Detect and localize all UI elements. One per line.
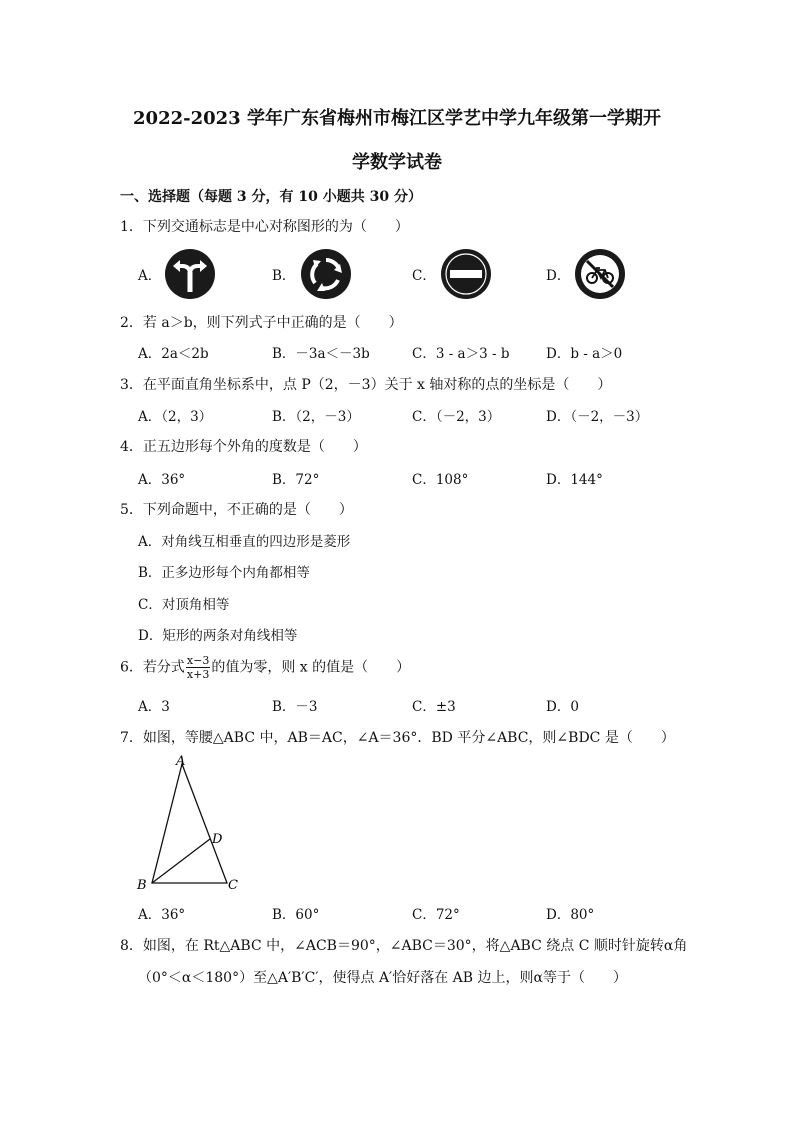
fraction-denominator: x+3 xyxy=(186,668,210,681)
question-6-option-d: D．0 xyxy=(546,699,579,715)
no-entry-sign-icon xyxy=(440,248,492,300)
question-5-option-a: A．对角线互相垂直的四边形是菱形 xyxy=(138,534,351,550)
question-2-option-c: C．3 - a＞3 - b xyxy=(412,346,510,362)
question-3-option-a: A．（2，3） xyxy=(138,409,213,425)
fraction xyxy=(186,654,210,681)
question-6-stem xyxy=(120,654,410,681)
question-7-option-a: A．36° xyxy=(138,907,186,923)
question-7-stem: 7．如图，等腰△ABC 中，AB＝AC，∠A＝36°．BD 平分∠ABC，则∠BDC 是（ ） xyxy=(120,730,675,746)
question-4-option-d: D．144° xyxy=(546,472,603,488)
question-1-option-c: C． xyxy=(412,268,436,284)
question-1-stem: 1．下列交通标志是中心对称图形的为（ ） xyxy=(120,219,409,235)
question-1-option-a: A． xyxy=(138,268,162,284)
question-1-option-b: B． xyxy=(272,268,296,284)
question-4-option-a: A．36° xyxy=(138,472,186,488)
roundabout-sign-icon xyxy=(300,248,352,300)
question-3-option-b: B．（2，－3） xyxy=(272,409,360,425)
triangle-abc xyxy=(152,764,227,883)
question-8-stem-line2: （0°＜α＜180°）至△A′B′C′，使得点 A′恰好落在 AB 边上，则α等于（ ） xyxy=(138,970,627,986)
vertex-label-a: A xyxy=(176,754,186,769)
turn-left-right-sign-icon xyxy=(164,248,216,300)
bisector-bd xyxy=(152,839,210,883)
question-6-option-a: A．3 xyxy=(138,699,170,715)
question-7-option-b: B．60° xyxy=(272,907,320,923)
vertex-label-c: C xyxy=(228,878,238,893)
question-3-option-d: D．（－2，－3） xyxy=(546,409,649,425)
question-6-option-b: B．－3 xyxy=(272,699,318,715)
question-5-option-b: B．正多边形每个内角都相等 xyxy=(138,565,310,581)
question-3-stem: 3．在平面直角坐标系中，点 P（2，－3）关于 x 轴对称的点的坐标是（ ） xyxy=(120,377,612,393)
question-7-option-d: D．80° xyxy=(546,907,595,923)
question-4-option-b: B．72° xyxy=(272,472,320,488)
fraction-numerator: x−3 xyxy=(186,654,210,667)
section-heading: 一、选择题（每题 3 分，有 10 小题共 30 分） xyxy=(120,189,422,205)
question-2-option-d: D．b - a＞0 xyxy=(546,346,623,362)
question-5-option-c: C．对顶角相等 xyxy=(138,597,230,613)
question-2-stem: 2．若 a＞b，则下列式子中正确的是（ ） xyxy=(120,315,403,331)
question-4-stem: 4．正五边形每个外角的度数是（ ） xyxy=(120,439,367,455)
question-2-option-a: A．2a＜2b xyxy=(138,346,209,362)
question-6-stem-suffix: 的值为零，则 x 的值是（ ） xyxy=(211,659,411,676)
question-2-option-b: B．－3a＜－3b xyxy=(272,346,370,362)
question-7-option-c: C．72° xyxy=(412,907,460,923)
question-5-stem: 5．下列命题中，不正确的是（ ） xyxy=(120,502,353,518)
question-6-stem-prefix: 6．若分式 xyxy=(120,659,185,676)
question-5-option-d: D．矩形的两条对角线相等 xyxy=(138,628,298,644)
exam-title-line2: 学数学试卷 xyxy=(352,152,442,173)
question-1-option-d: D． xyxy=(546,268,571,284)
point-label-d: D xyxy=(212,832,223,847)
triangle-figure xyxy=(130,752,250,894)
no-bicycles-sign-icon xyxy=(574,248,626,300)
question-8-stem-line1: 8．如图，在 Rt△ABC 中，∠ACB＝90°，∠ABC＝30°，将△ABC 绕点 C 顺时针旋转α角 xyxy=(120,938,688,954)
question-3-option-c: C．（－2，3） xyxy=(412,409,501,425)
question-6-option-c: C．±3 xyxy=(412,699,456,715)
question-4-option-c: C．108° xyxy=(412,472,469,488)
vertex-label-b: B xyxy=(137,878,147,893)
exam-title-line1: 2022-2023 学年广东省梅州市梅江区学艺中学九年级第一学期开 xyxy=(133,108,661,129)
